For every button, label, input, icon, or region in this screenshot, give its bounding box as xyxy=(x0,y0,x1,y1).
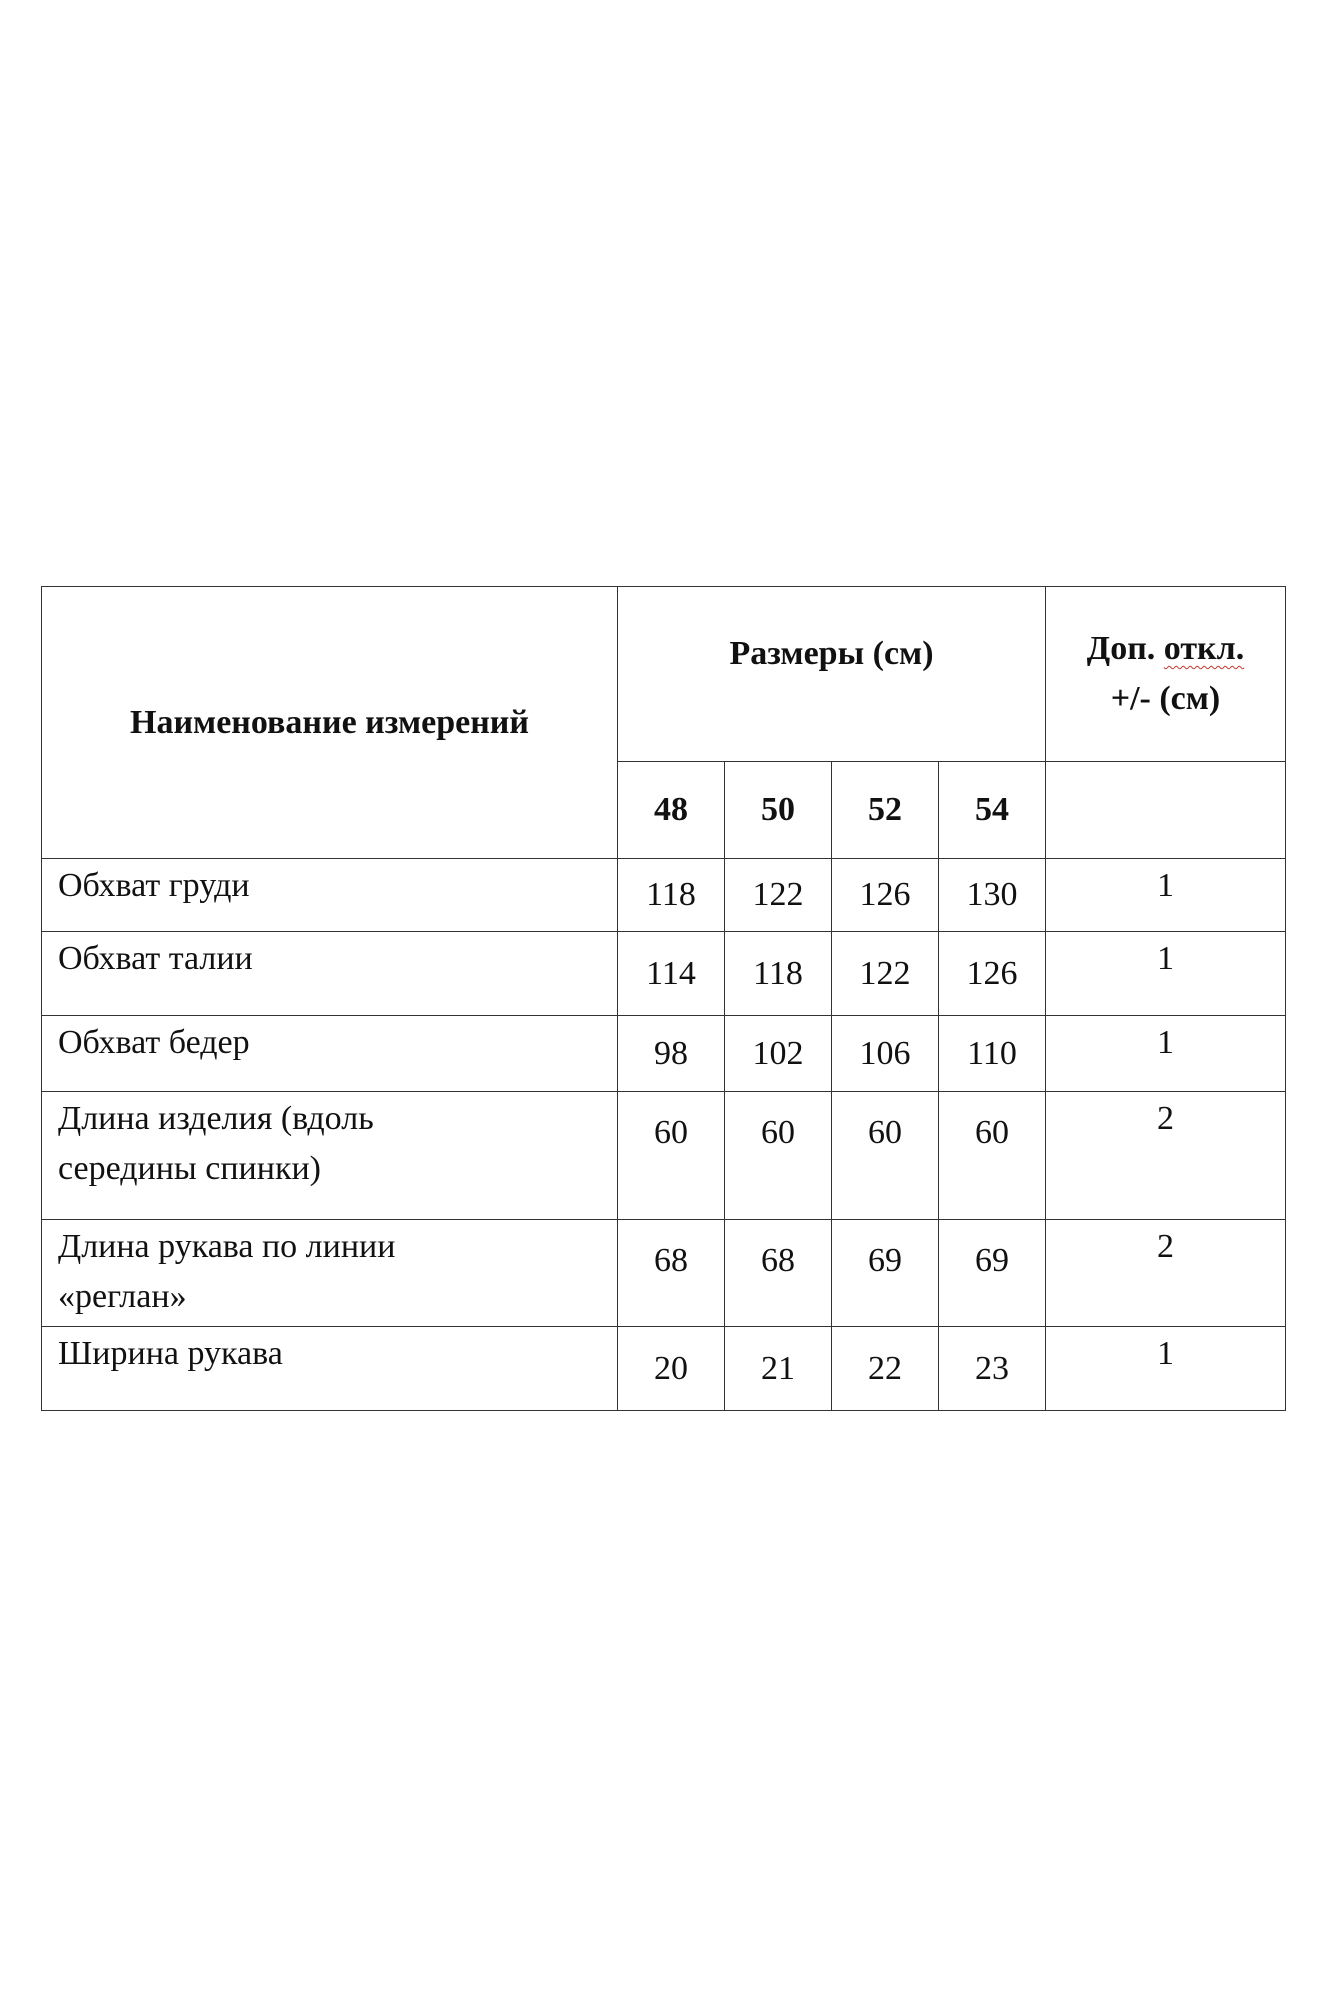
row-value: 118 xyxy=(618,859,725,932)
row-value: 122 xyxy=(832,932,939,1016)
row-value: 122 xyxy=(725,859,832,932)
sizes-header xyxy=(618,587,1046,762)
table-row xyxy=(42,932,1286,1016)
table-row xyxy=(42,859,1286,932)
tolerance-header-part2: +/- (см) xyxy=(1110,680,1221,717)
row-label-line2: «реглан» xyxy=(58,1278,187,1315)
row-label xyxy=(42,1092,618,1220)
row-label: Обхват бедер xyxy=(42,1016,618,1092)
row-label xyxy=(42,1220,618,1327)
row-value: 126 xyxy=(832,859,939,932)
row-value: 20 xyxy=(618,1327,725,1411)
row-value: 102 xyxy=(725,1016,832,1092)
header-row xyxy=(42,587,1286,762)
row-value: 69 xyxy=(832,1220,939,1327)
size-header-50: 50 xyxy=(725,762,832,859)
tolerance-header xyxy=(1046,587,1286,762)
measurement-name-header-text: Наименование измерений xyxy=(130,703,529,741)
row-value: 98 xyxy=(618,1016,725,1092)
tolerance-header-empty xyxy=(1046,762,1286,859)
row-value: 60 xyxy=(618,1092,725,1220)
row-tolerance: 1 xyxy=(1046,932,1286,1016)
table-row xyxy=(42,1327,1286,1411)
row-label-line1: Длина изделия (вдоль xyxy=(58,1100,374,1137)
row-value: 60 xyxy=(939,1092,1046,1220)
table-row xyxy=(42,1092,1286,1220)
table-row xyxy=(42,1220,1286,1327)
row-tolerance: 2 xyxy=(1046,1220,1286,1327)
row-value: 106 xyxy=(832,1016,939,1092)
row-value: 60 xyxy=(832,1092,939,1220)
row-value: 118 xyxy=(725,932,832,1016)
size-header-48: 48 xyxy=(618,762,725,859)
size-header-54: 54 xyxy=(939,762,1046,859)
size-table xyxy=(41,586,1286,1411)
row-tolerance: 2 xyxy=(1046,1092,1286,1220)
row-value: 22 xyxy=(832,1327,939,1411)
row-tolerance: 1 xyxy=(1046,1016,1286,1092)
row-value: 23 xyxy=(939,1327,1046,1411)
row-value: 114 xyxy=(618,932,725,1016)
row-value: 60 xyxy=(725,1092,832,1220)
tolerance-header-part1: Доп. xyxy=(1086,630,1156,667)
row-label: Обхват груди xyxy=(42,859,618,932)
measurement-name-header xyxy=(42,587,618,859)
row-value: 68 xyxy=(725,1220,832,1327)
row-value: 21 xyxy=(725,1327,832,1411)
sizes-header-text: Размеры (см) xyxy=(729,635,934,672)
row-value: 110 xyxy=(939,1016,1046,1092)
row-tolerance: 1 xyxy=(1046,1327,1286,1411)
row-value: 68 xyxy=(618,1220,725,1327)
table-row xyxy=(42,1016,1286,1092)
row-value: 130 xyxy=(939,859,1046,932)
row-value: 126 xyxy=(939,932,1046,1016)
tolerance-header-word: откл. xyxy=(1163,630,1245,667)
row-label: Обхват талии xyxy=(42,932,618,1016)
row-tolerance: 1 xyxy=(1046,859,1286,932)
row-label-line1: Длина рукава по линии xyxy=(58,1228,396,1265)
row-value: 69 xyxy=(939,1220,1046,1327)
row-label: Ширина рукава xyxy=(42,1327,618,1411)
size-header-52: 52 xyxy=(832,762,939,859)
row-label-line2: середины спинки) xyxy=(58,1150,321,1187)
